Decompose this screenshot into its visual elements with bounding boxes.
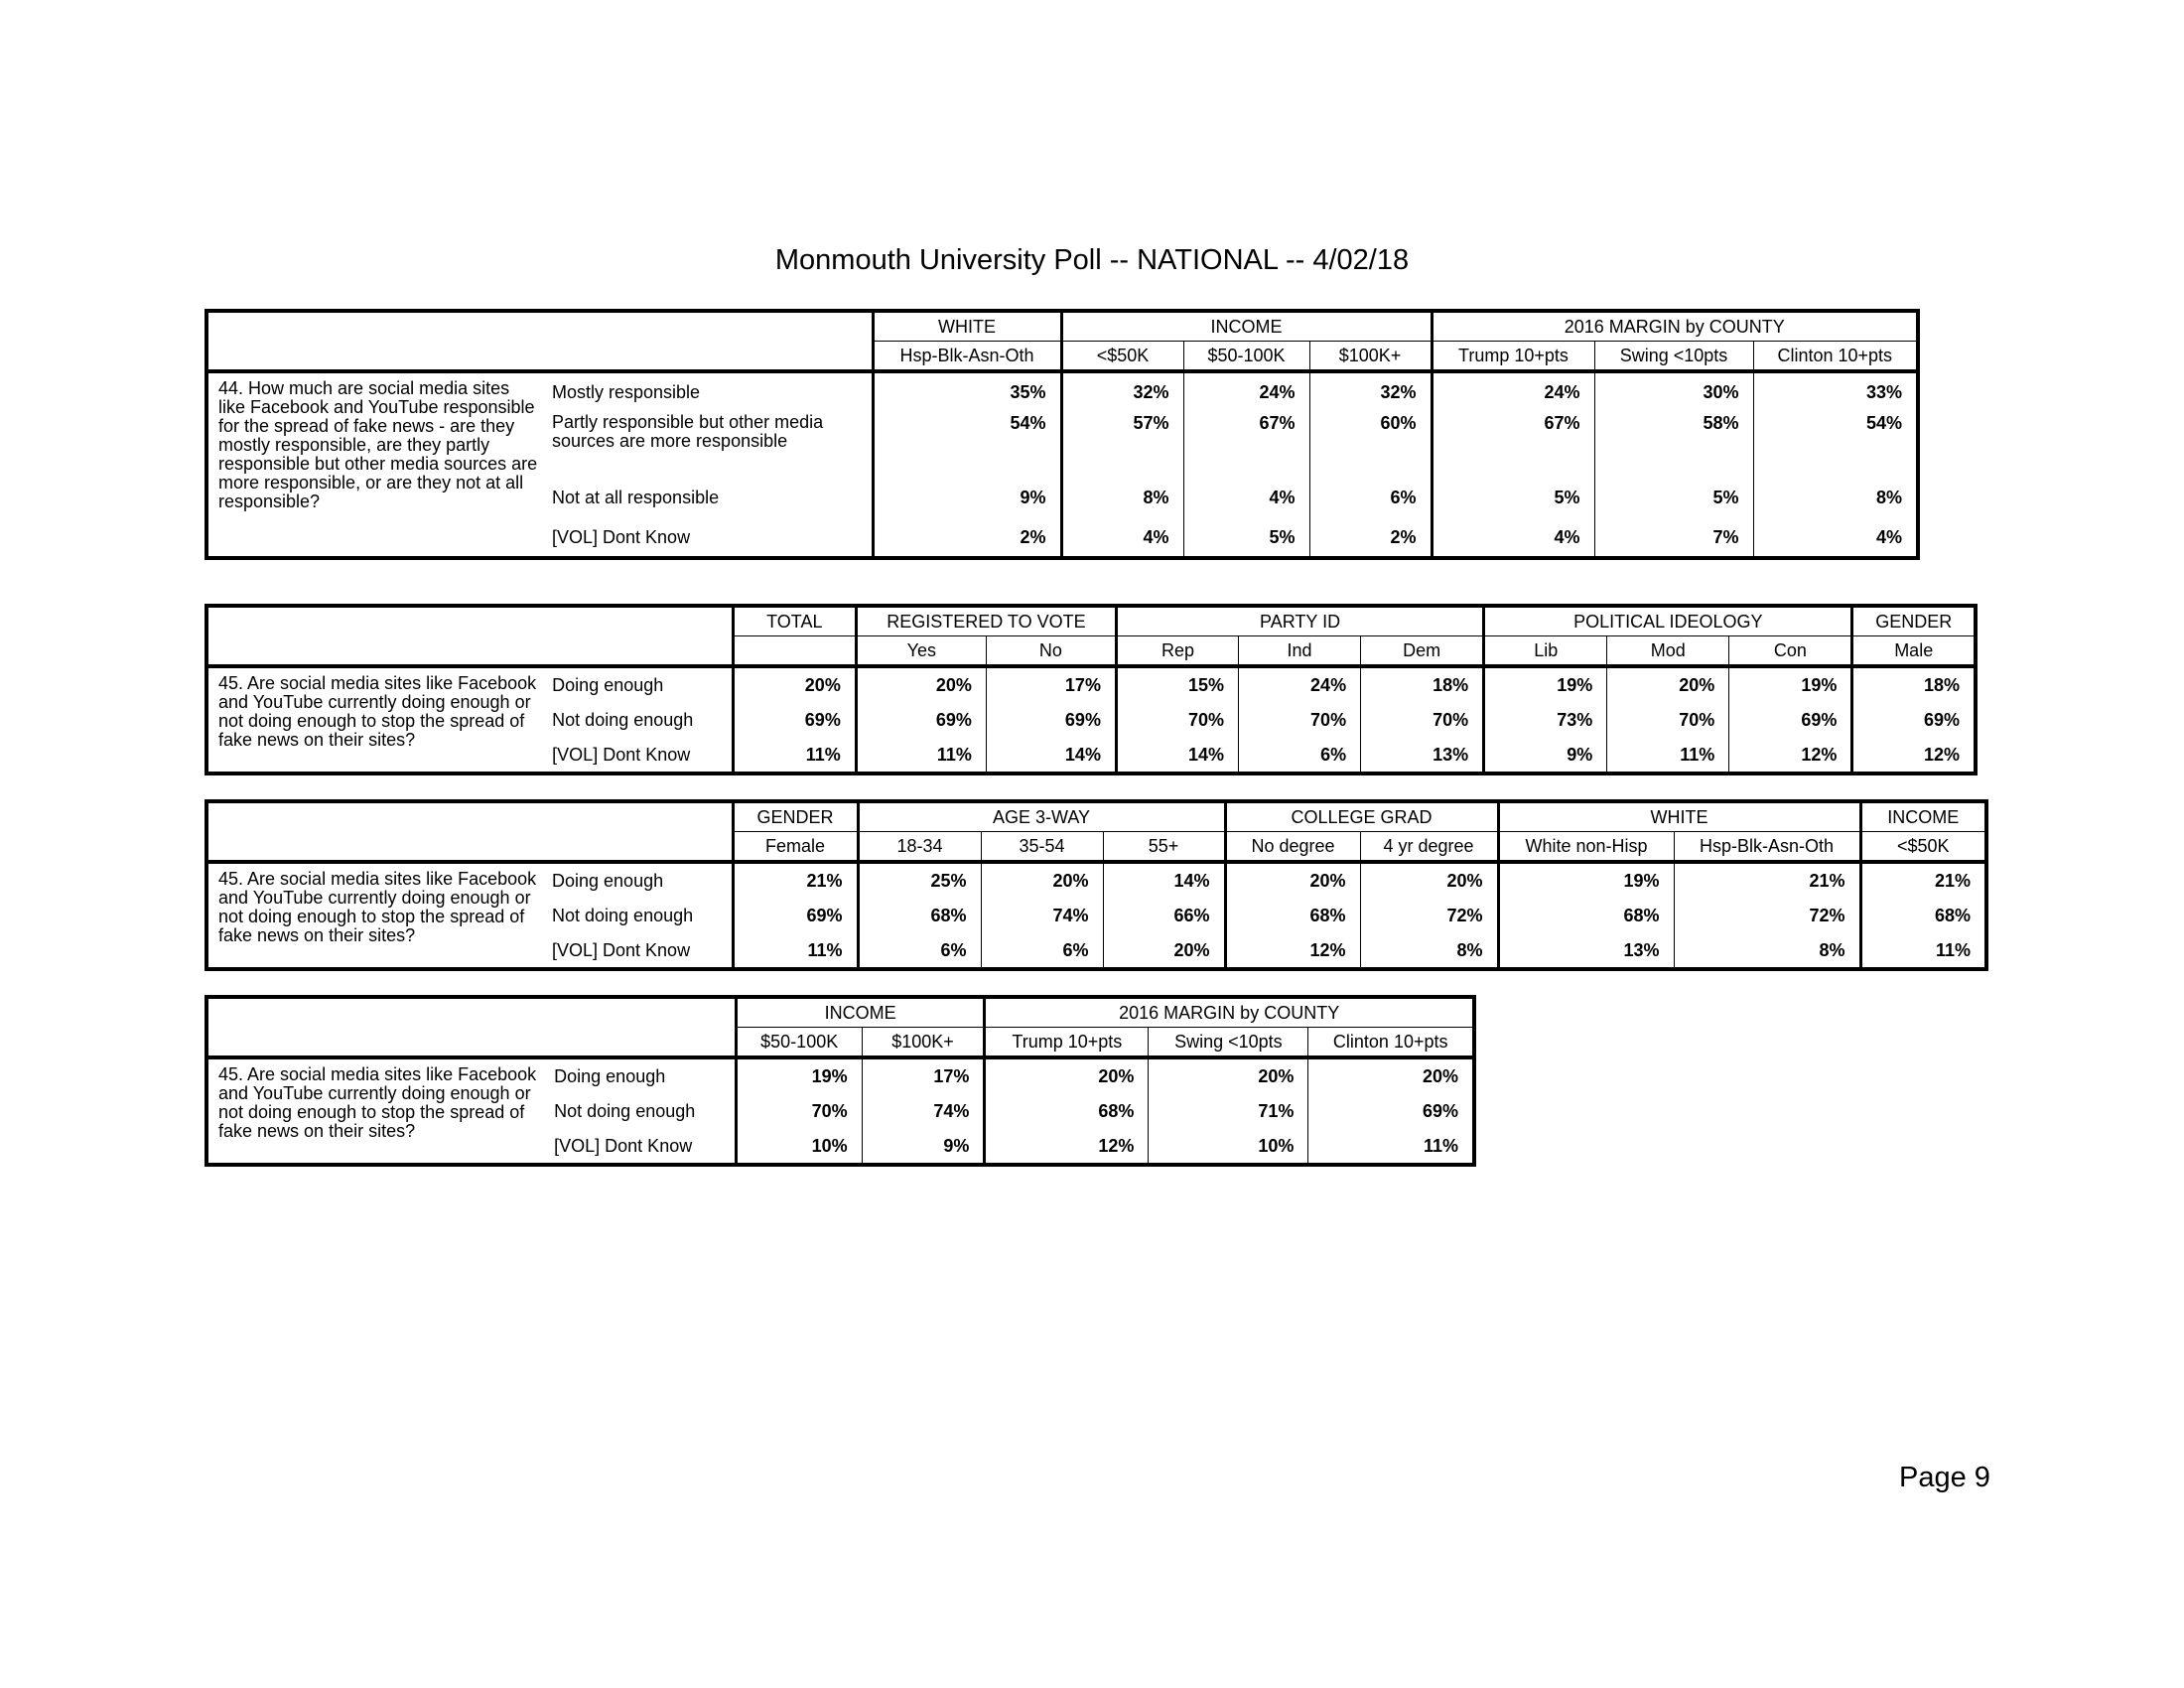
value-cell: 69%: [986, 702, 1116, 738]
value-cell: 24%: [1183, 371, 1309, 411]
header-col: Lib: [1484, 636, 1607, 667]
answer-label: Mostly responsible: [552, 381, 701, 402]
value-cell: 69%: [1852, 702, 1976, 738]
header-col: [733, 636, 856, 667]
value-cell: 25%: [858, 862, 981, 898]
answer-label: [VOL] Dont Know: [552, 526, 691, 547]
value-cell: 20%: [1308, 1057, 1474, 1093]
value-cell: 69%: [1308, 1093, 1474, 1129]
value-cell: 18%: [1852, 666, 1976, 702]
header-blank: [206, 606, 733, 666]
answer-label: Not doing enough: [554, 1100, 696, 1121]
value-cell: 19%: [1498, 862, 1674, 898]
value-cell: 68%: [1225, 898, 1360, 933]
value-cell: 8%: [1753, 477, 1918, 518]
header-group: GENDER: [733, 801, 858, 832]
value-cell: 24%: [1239, 666, 1361, 702]
value-cell: 21%: [1860, 862, 1986, 898]
value-cell: 20%: [981, 862, 1103, 898]
value-cell: 21%: [733, 862, 858, 898]
value-cell: 20%: [985, 1057, 1149, 1093]
value-cell: 70%: [1361, 702, 1484, 738]
crosstab-q45-b: [205, 799, 1988, 971]
value-cell: 2%: [873, 518, 1061, 558]
header-group: 2016 MARGIN by COUNTY: [985, 997, 1474, 1028]
value-cell: 10%: [736, 1129, 862, 1165]
header-group: INCOME: [1061, 311, 1432, 342]
header-group: PARTY ID: [1116, 606, 1483, 636]
header-col: 18-34: [858, 832, 981, 863]
value-cell: 70%: [1116, 702, 1238, 738]
value-cell: 20%: [1607, 666, 1729, 702]
value-cell: 12%: [1852, 738, 1976, 774]
value-cell: 20%: [856, 666, 986, 702]
value-cell: 11%: [733, 738, 856, 774]
value-cell: 2%: [1309, 518, 1432, 558]
value-cell: 68%: [1498, 898, 1674, 933]
value-cell: 68%: [858, 898, 981, 933]
value-cell: 8%: [1674, 933, 1860, 969]
crosstab-q45-c: [205, 995, 1476, 1167]
header-col: Clinton 10+pts: [1308, 1028, 1474, 1058]
header-col: Male: [1852, 636, 1976, 667]
header-col: $50-100K: [1183, 342, 1309, 372]
value-cell: 14%: [1103, 862, 1225, 898]
header-group: WHITE: [1498, 801, 1860, 832]
value-cell: 21%: [1674, 862, 1860, 898]
value-cell: 69%: [1729, 702, 1852, 738]
answer-label: Not doing enough: [552, 709, 694, 730]
header-col: Clinton 10+pts: [1753, 342, 1918, 372]
value-cell: 57%: [1061, 411, 1183, 477]
value-cell: 11%: [1860, 933, 1986, 969]
answer-label: Doing enough: [552, 870, 664, 891]
value-cell: 11%: [1607, 738, 1729, 774]
header-col: <$50K: [1860, 832, 1986, 863]
value-cell: 17%: [862, 1057, 985, 1093]
answer-label: Not doing enough: [552, 905, 694, 925]
value-cell: 73%: [1484, 702, 1607, 738]
header-group: REGISTERED TO VOTE: [856, 606, 1116, 636]
value-cell: 35%: [873, 371, 1061, 411]
value-cell: 6%: [1239, 738, 1361, 774]
header-col: Female: [733, 832, 858, 863]
value-cell: 58%: [1594, 411, 1753, 477]
value-cell: 20%: [1360, 862, 1498, 898]
value-cell: 24%: [1432, 371, 1594, 411]
question-text: 45. Are social media sites like Facebook and YouTube currently doing enough or not doing enough to stop the spread of fake news on their sites?: [218, 673, 537, 750]
value-cell: 6%: [1309, 477, 1432, 518]
value-cell: 11%: [1308, 1129, 1474, 1165]
header-col: Con: [1729, 636, 1852, 667]
value-cell: 54%: [873, 411, 1061, 477]
value-cell: 70%: [736, 1093, 862, 1129]
question-text: 44. How much are social media sites like Facebook and YouTube responsible for the spread of fake news - are they mostly responsible, are they partly responsible but other media sources are more responsible, or are they not at all responsible?: [218, 378, 538, 511]
question-text: 45. Are social media sites like Facebook and YouTube currently doing enough or not doing enough to stop the spread of fake news on their sites?: [218, 1064, 537, 1141]
value-cell: 74%: [981, 898, 1103, 933]
page-number: Page 9: [1899, 1462, 1990, 1493]
value-cell: 68%: [1860, 898, 1986, 933]
value-cell: 4%: [1061, 518, 1183, 558]
value-cell: 11%: [856, 738, 986, 774]
header-col: No: [986, 636, 1116, 667]
value-cell: 10%: [1149, 1129, 1308, 1165]
answer-label: [VOL] Dont Know: [554, 1135, 693, 1156]
crosstab-q45-a: [205, 604, 1978, 775]
value-cell: 8%: [1061, 477, 1183, 518]
header-group: POLITICAL IDEOLOGY: [1484, 606, 1852, 636]
answer-label: [VOL] Dont Know: [552, 939, 691, 960]
value-cell: 32%: [1309, 371, 1432, 411]
value-cell: 12%: [1225, 933, 1360, 969]
value-cell: 4%: [1753, 518, 1918, 558]
header-col: 55+: [1103, 832, 1225, 863]
header-col: Yes: [856, 636, 986, 667]
header-group: WHITE: [873, 311, 1061, 342]
header-group: INCOME: [736, 997, 985, 1028]
header-blank: [206, 997, 736, 1057]
value-cell: 14%: [1116, 738, 1238, 774]
value-cell: 11%: [733, 933, 858, 969]
header-col: Swing <10pts: [1149, 1028, 1308, 1058]
page-title: Monmouth University Poll -- NATIONAL -- 4/02/18: [774, 244, 1410, 276]
value-cell: 68%: [985, 1093, 1149, 1129]
value-cell: 19%: [1484, 666, 1607, 702]
value-cell: 19%: [736, 1057, 862, 1093]
header-group: AGE 3-WAY: [858, 801, 1225, 832]
value-cell: 69%: [733, 898, 858, 933]
value-cell: 9%: [1484, 738, 1607, 774]
value-cell: 12%: [1729, 738, 1852, 774]
value-cell: 33%: [1753, 371, 1918, 411]
value-cell: 6%: [858, 933, 981, 969]
value-cell: 20%: [733, 666, 856, 702]
value-cell: 7%: [1594, 518, 1753, 558]
header-col: Swing <10pts: [1594, 342, 1753, 372]
header-group: 2016 MARGIN by COUNTY: [1432, 311, 1918, 342]
value-cell: 18%: [1361, 666, 1484, 702]
value-cell: 70%: [1607, 702, 1729, 738]
value-cell: 9%: [862, 1129, 985, 1165]
value-cell: 4%: [1432, 518, 1594, 558]
header-blank: [206, 801, 733, 862]
value-cell: 8%: [1360, 933, 1498, 969]
answer-label: [VOL] Dont Know: [552, 744, 691, 765]
value-cell: 15%: [1116, 666, 1238, 702]
value-cell: 13%: [1361, 738, 1484, 774]
value-cell: 12%: [985, 1129, 1149, 1165]
value-cell: 9%: [873, 477, 1061, 518]
header-col: $50-100K: [736, 1028, 862, 1058]
value-cell: 17%: [986, 666, 1116, 702]
value-cell: 70%: [1239, 702, 1361, 738]
value-cell: 54%: [1753, 411, 1918, 477]
value-cell: 6%: [981, 933, 1103, 969]
header-col: White non-Hisp: [1498, 832, 1674, 863]
header-col: Dem: [1361, 636, 1484, 667]
header-col: Hsp-Blk-Asn-Oth: [1674, 832, 1860, 863]
value-cell: 5%: [1594, 477, 1753, 518]
value-cell: 67%: [1183, 411, 1309, 477]
value-cell: 67%: [1432, 411, 1594, 477]
value-cell: 20%: [1103, 933, 1225, 969]
answer-label: Not at all responsible: [552, 487, 720, 507]
value-cell: 72%: [1360, 898, 1498, 933]
header-col: Mod: [1607, 636, 1729, 667]
value-cell: 19%: [1729, 666, 1852, 702]
header-col: Hsp-Blk-Asn-Oth: [873, 342, 1061, 372]
value-cell: 5%: [1183, 518, 1309, 558]
answer-label: Partly responsible but other media sources are more responsible: [552, 412, 824, 451]
value-cell: 72%: [1674, 898, 1860, 933]
header-col: Trump 10+pts: [985, 1028, 1149, 1058]
question-text: 45. Are social media sites like Facebook and YouTube currently doing enough or not doing enough to stop the spread of fake news on their sites?: [218, 869, 537, 945]
header-group: COLLEGE GRAD: [1225, 801, 1498, 832]
value-cell: 4%: [1183, 477, 1309, 518]
header-col: Ind: [1239, 636, 1361, 667]
header-group: TOTAL: [733, 606, 856, 636]
value-cell: 20%: [1225, 862, 1360, 898]
value-cell: 66%: [1103, 898, 1225, 933]
answer-label: Doing enough: [552, 674, 664, 695]
answer-label: Doing enough: [554, 1065, 666, 1086]
header-col: No degree: [1225, 832, 1360, 863]
value-cell: 14%: [986, 738, 1116, 774]
header-col: 35-54: [981, 832, 1103, 863]
header-col: $100K+: [862, 1028, 985, 1058]
value-cell: 74%: [862, 1093, 985, 1129]
value-cell: 69%: [856, 702, 986, 738]
value-cell: 69%: [733, 702, 856, 738]
header-col: 4 yr degree: [1360, 832, 1498, 863]
header-blank: [206, 311, 873, 371]
header-col: $100K+: [1309, 342, 1432, 372]
value-cell: 71%: [1149, 1093, 1308, 1129]
value-cell: 30%: [1594, 371, 1753, 411]
header-col: Trump 10+pts: [1432, 342, 1594, 372]
value-cell: 13%: [1498, 933, 1674, 969]
crosstab-q44: [205, 309, 1920, 560]
header-group: INCOME: [1860, 801, 1986, 832]
value-cell: 20%: [1149, 1057, 1308, 1093]
header-col: <$50K: [1061, 342, 1183, 372]
header-col: Rep: [1116, 636, 1238, 667]
value-cell: 5%: [1432, 477, 1594, 518]
header-group: GENDER: [1852, 606, 1976, 636]
value-cell: 32%: [1061, 371, 1183, 411]
value-cell: 60%: [1309, 411, 1432, 477]
